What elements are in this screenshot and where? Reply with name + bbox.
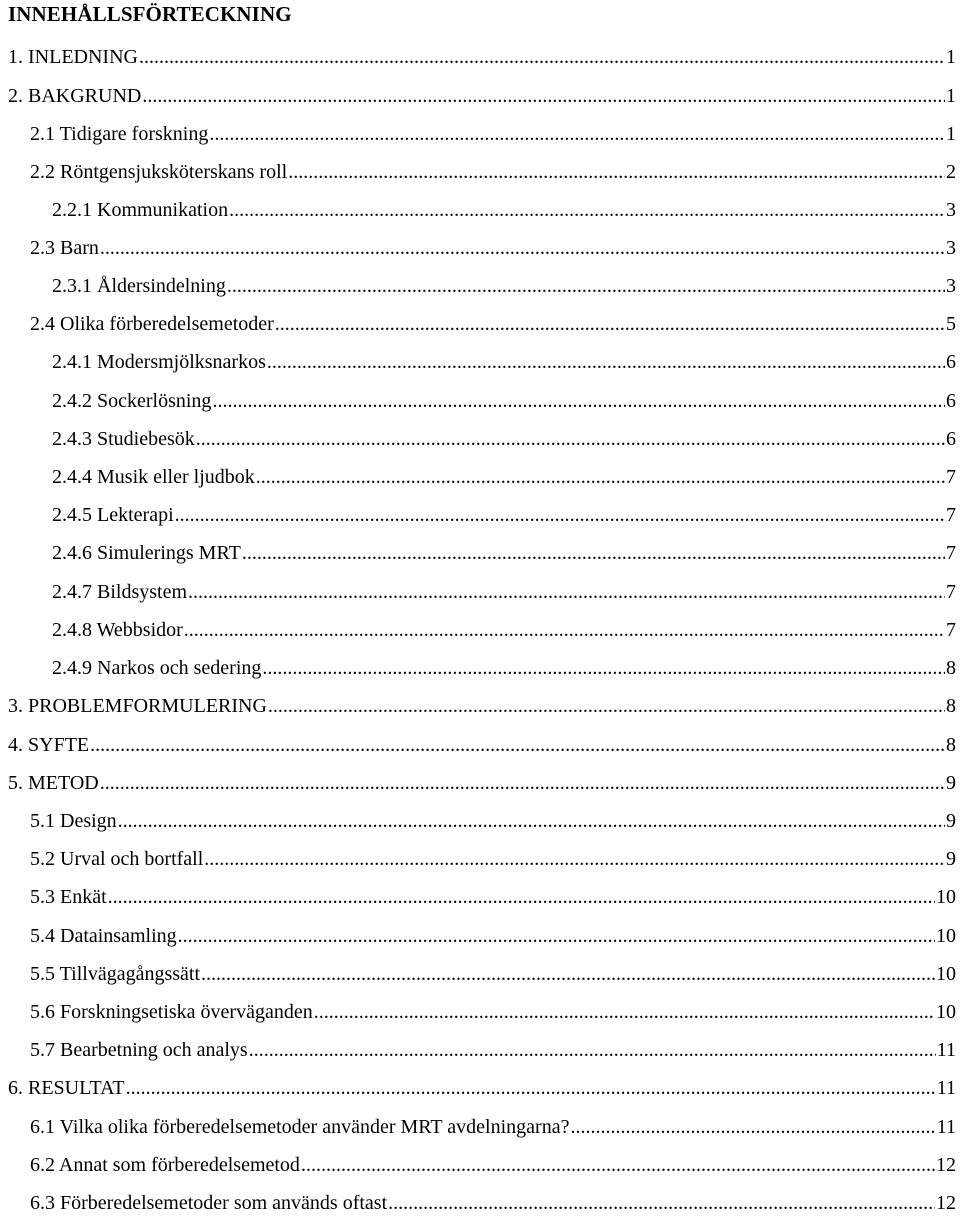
toc-entry-label: 2.3.1 Åldersindelning [52, 275, 226, 297]
toc-entry[interactable] [8, 732, 956, 758]
toc-entry-page-number: 1 [946, 123, 956, 145]
toc-entry[interactable] [52, 349, 956, 375]
toc-entry-page-number: 9 [946, 848, 956, 870]
dot-leader [204, 846, 945, 872]
toc-entry[interactable] [30, 808, 956, 834]
toc-entry-label: 5.4 Datainsamling [30, 925, 177, 947]
toc-entry[interactable] [30, 159, 956, 185]
toc-entry-page-number: 3 [946, 237, 956, 259]
dot-leader [178, 923, 935, 949]
dot-leader [268, 693, 945, 719]
toc-entry-label: 5. METOD [8, 772, 99, 794]
toc-entry-page-number: 11 [936, 1039, 956, 1061]
toc-entry[interactable] [30, 1114, 956, 1140]
toc-entry-page-number: 6 [946, 351, 956, 373]
toc-entry-page-number: 8 [946, 657, 956, 679]
toc-entry-page-number: 7 [946, 581, 956, 603]
toc-entry-label: 2.4.5 Lekterapi [52, 504, 174, 526]
toc-entry-page-number: 6 [946, 428, 956, 450]
toc-entry-page-number: 7 [946, 466, 956, 488]
dot-leader [118, 808, 945, 834]
toc-entry-page-number: 10 [936, 886, 956, 908]
toc-entry-label: 6.1 Vilka olika förberedelsemetoder använder MRT avdelningarna? [30, 1116, 570, 1138]
toc-entry-page-number: 10 [936, 925, 956, 947]
toc-entry-page-number: 8 [946, 695, 956, 717]
toc-entry[interactable] [52, 464, 956, 490]
toc-entry-label: 2.4.6 Simulerings MRT [52, 542, 241, 564]
toc-entry-label: 6. RESULTAT [8, 1077, 125, 1099]
dot-leader [262, 655, 945, 681]
dot-leader [242, 540, 945, 566]
dot-leader [100, 770, 945, 796]
toc-entry[interactable] [30, 121, 956, 147]
toc-entry[interactable] [8, 44, 956, 70]
dot-leader [314, 999, 935, 1025]
toc-entry-label: 2.4.8 Webbsidor [52, 619, 183, 641]
dot-leader [188, 579, 945, 605]
dot-leader [108, 884, 935, 910]
toc-entry-label: 2.4.1 Modersmjölksnarkos [52, 351, 266, 373]
toc-entry-label: 2.4.9 Narkos och sedering [52, 657, 262, 679]
toc-entry-label: 5.3 Enkät [30, 886, 107, 908]
dot-leader [142, 83, 945, 109]
toc-entry[interactable] [8, 693, 956, 719]
toc-entry-page-number: 7 [946, 504, 956, 526]
toc-entry[interactable] [30, 311, 956, 337]
dot-leader [570, 1114, 935, 1140]
dot-leader [267, 349, 945, 375]
toc-entry[interactable] [52, 426, 956, 452]
toc-entry[interactable] [52, 617, 956, 643]
toc-entry[interactable] [52, 540, 956, 566]
toc-entry-page-number: 8 [946, 734, 956, 756]
toc-entry[interactable] [52, 388, 956, 414]
toc-entry-label: 2.4.2 Sockerlösning [52, 390, 212, 412]
toc-entry-label: 5.7 Bearbetning och analys [30, 1039, 248, 1061]
dot-leader [184, 617, 945, 643]
toc-entry[interactable] [30, 923, 956, 949]
toc-entry-label: 5.6 Forskningsetiska överväganden [30, 1001, 313, 1023]
toc-entry[interactable] [8, 83, 956, 109]
toc-entry[interactable] [8, 1075, 956, 1101]
toc-entry-page-number: 10 [936, 1001, 956, 1023]
toc-entry[interactable] [52, 273, 956, 299]
toc-entry-page-number: 1 [946, 46, 956, 68]
toc-entry-label: 5.1 Design [30, 810, 117, 832]
toc-entry-label: 2.2.1 Kommunikation [52, 199, 229, 221]
toc-entry-page-number: 12 [936, 1154, 956, 1176]
toc-entry-page-number: 9 [946, 810, 956, 832]
dot-leader [209, 121, 945, 147]
toc-entry-page-number: 3 [946, 199, 956, 221]
dot-leader [301, 1152, 935, 1178]
toc-entry[interactable] [30, 999, 956, 1025]
toc-entry-label: 2.4.4 Musik eller ljudbok [52, 466, 255, 488]
dot-leader [175, 502, 945, 528]
toc-entry-label: 1. INLEDNING [8, 46, 138, 68]
toc-entry-label: 2.3 Barn [30, 237, 99, 259]
toc-entry[interactable] [30, 884, 956, 910]
toc-entry[interactable] [30, 961, 956, 987]
toc-entry-page-number: 9 [946, 772, 956, 794]
toc-entry[interactable] [52, 579, 956, 605]
toc-entry-label: 2.2 Röntgensjuksköterskans roll [30, 161, 288, 183]
toc-entry[interactable] [30, 846, 956, 872]
dot-leader [126, 1075, 936, 1101]
dot-leader [275, 311, 945, 337]
toc-entry-label: 2.4.7 Bildsystem [52, 581, 188, 603]
dot-leader [227, 273, 945, 299]
dot-leader [212, 388, 945, 414]
toc-entry[interactable] [52, 502, 956, 528]
toc-entry[interactable] [30, 235, 956, 261]
toc-entry[interactable] [52, 197, 956, 223]
dot-leader [201, 961, 935, 987]
toc-entry-label: 2.4.3 Studiebesök [52, 428, 195, 450]
toc-entry-label: 2. BAKGRUND [8, 85, 142, 107]
dot-leader [256, 464, 945, 490]
dot-leader [229, 197, 945, 223]
dot-leader [196, 426, 945, 452]
toc-entry-page-number: 11 [936, 1116, 956, 1138]
toc-entry-page-number: 6 [946, 390, 956, 412]
toc-entry-label: 5.5 Tillvägagångssätt [30, 963, 201, 985]
toc-entry-label: 6.3 Förberedelsemetoder som används oftast [30, 1192, 388, 1214]
toc-entry[interactable] [30, 1152, 956, 1178]
toc-entry-page-number: 7 [946, 619, 956, 641]
dot-leader [100, 235, 945, 261]
toc-entry-page-number: 10 [936, 963, 956, 985]
dot-leader [288, 159, 945, 185]
dot-leader [249, 1037, 936, 1063]
toc-entry-page-number: 5 [946, 313, 956, 335]
toc-entry[interactable] [52, 655, 956, 681]
toc-entry[interactable] [30, 1037, 956, 1063]
dot-leader [139, 44, 945, 70]
toc-entry-page-number: 1 [946, 85, 956, 107]
toc-entry-page-number: 7 [946, 542, 956, 564]
toc-entry-label: 5.2 Urval och bortfall [30, 848, 204, 870]
dot-leader [90, 732, 945, 758]
toc-entry-page-number: 12 [936, 1192, 956, 1214]
toc-entry[interactable] [8, 770, 956, 796]
toc-entry-page-number: 3 [946, 275, 956, 297]
toc-entry-label: 4. SYFTE [8, 734, 90, 756]
toc-title: INNEHÅLLSFÖRTECKNING [8, 2, 292, 26]
dot-leader [388, 1190, 935, 1216]
toc-entry-page-number: 11 [936, 1077, 956, 1099]
toc-entry-label: 3. PROBLEMFORMULERING [8, 695, 267, 717]
toc-entry-label: 2.4 Olika förberedelsemetoder [30, 313, 274, 335]
toc-entry-label: 2.1 Tidigare forskning [30, 123, 209, 145]
toc-entry-label: 6.2 Annat som förberedelsemetod [30, 1154, 300, 1176]
toc-entry-page-number: 2 [946, 161, 956, 183]
toc-entry[interactable] [30, 1190, 956, 1216]
